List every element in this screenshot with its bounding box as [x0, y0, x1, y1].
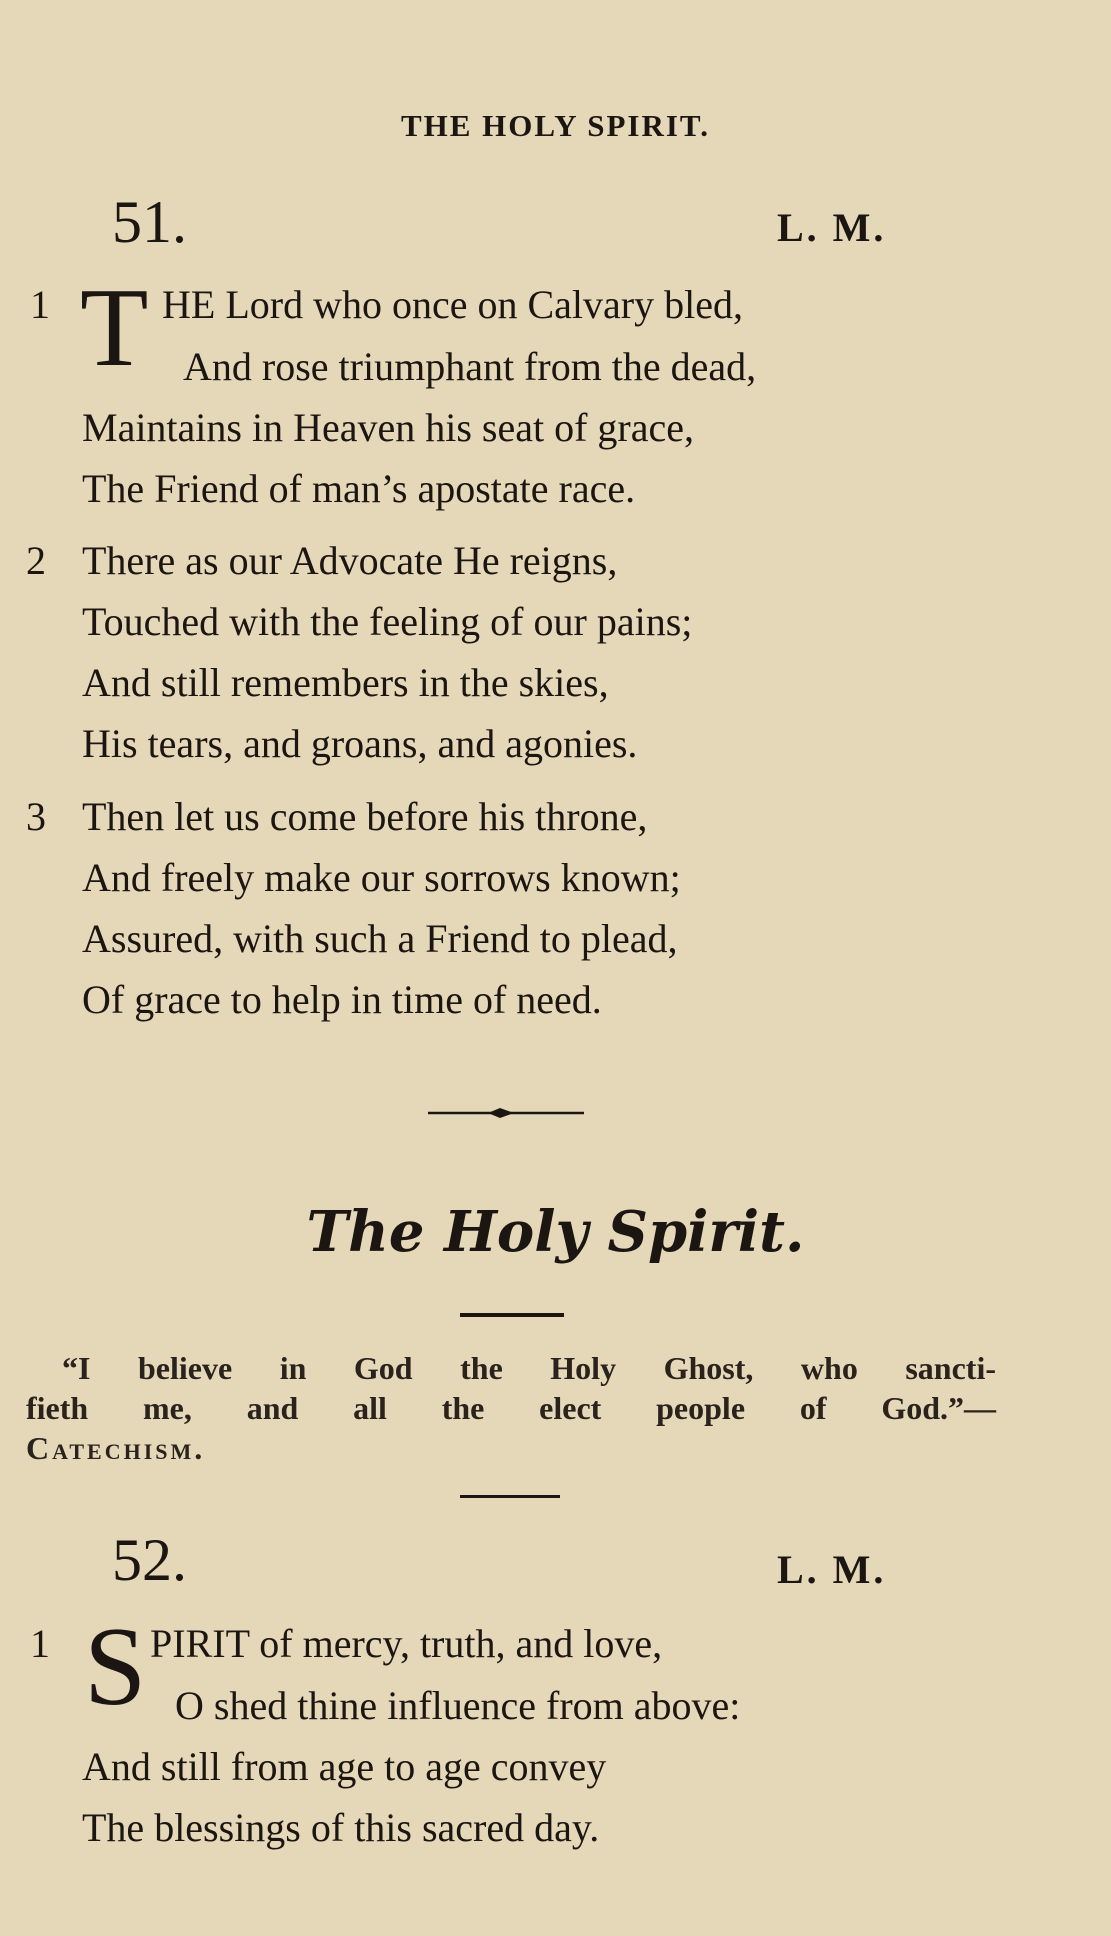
epigraph-line-2: fieth me, and all the elect people of God.”—: [26, 1390, 996, 1426]
hymn-52-verse-1-line-4: The blessings of this sacred day.: [82, 1805, 600, 1850]
hymn-52-number: 52.: [112, 1527, 187, 1593]
hymn-51-verse-1-line-1: HE Lord who once on Calvary bled,: [162, 282, 743, 327]
epigraph-source: Catechism.: [26, 1430, 206, 1466]
hymn-51-verse-1-line-4: The Friend of man’s apostate race.: [82, 466, 636, 511]
epigraph-line-1: “I believe in God the Holy Ghost, who sancti-: [62, 1350, 996, 1386]
hymn-52-dropcap: S: [84, 1605, 147, 1729]
hymn-51-verse-1-line-3: Maintains in Heaven his seat of grace,: [82, 405, 695, 450]
hymn-51-verse-3-line-1: Then let us come before his throne,: [82, 794, 648, 839]
hymn-51-verse-3-number: 3: [26, 794, 46, 839]
hymn-51-dropcap: T: [80, 266, 149, 390]
epigraph-rule: [460, 1495, 560, 1498]
title-rule: [460, 1313, 564, 1317]
hymn-52-verse-1-line-1: PIRIT of mercy, truth, and love,: [150, 1621, 663, 1666]
hymn-51-verse-1-number: 1: [30, 282, 50, 327]
hymn-51-verse-3-line-2: And freely make our sorrows known;: [82, 855, 681, 900]
hymn-52-verse-1-line-3: And still from age to age convey: [82, 1744, 607, 1789]
hymn-51-verse-2-line-4: His tears, and groans, and agonies.: [82, 721, 638, 766]
hymn-52-meter: L. M.: [777, 1547, 887, 1592]
running-head: THE HOLY SPIRIT.: [400, 108, 711, 143]
hymn-51-verse-1-line-2: And rose triumphant from the dead,: [183, 344, 757, 389]
diamond-rule-ornament-icon: [428, 1105, 584, 1121]
hymn-51-number: 51.: [112, 189, 187, 255]
hymn-51-verse-3-line-4: Of grace to help in time of need.: [82, 977, 602, 1022]
hymn-51-verse-3-line-3: Assured, with such a Friend to plead,: [82, 916, 678, 961]
hymn-51-verse-2-line-2: Touched with the feeling of our pains;: [82, 599, 693, 644]
hymn-51-verse-2-line-1: There as our Advocate He reigns,: [82, 538, 618, 583]
hymn-51-verse-2-number: 2: [26, 538, 46, 583]
hymn-51-verse-2-line-3: And still remembers in the skies,: [82, 660, 609, 705]
hymn-51-meter: L. M.: [777, 205, 887, 250]
section-title: The Holy Spirit.: [306, 1199, 805, 1265]
hymn-52-verse-1-number: 1: [30, 1621, 50, 1666]
hymn-52-verse-1-line-2: O shed thine influence from above:: [175, 1683, 741, 1728]
